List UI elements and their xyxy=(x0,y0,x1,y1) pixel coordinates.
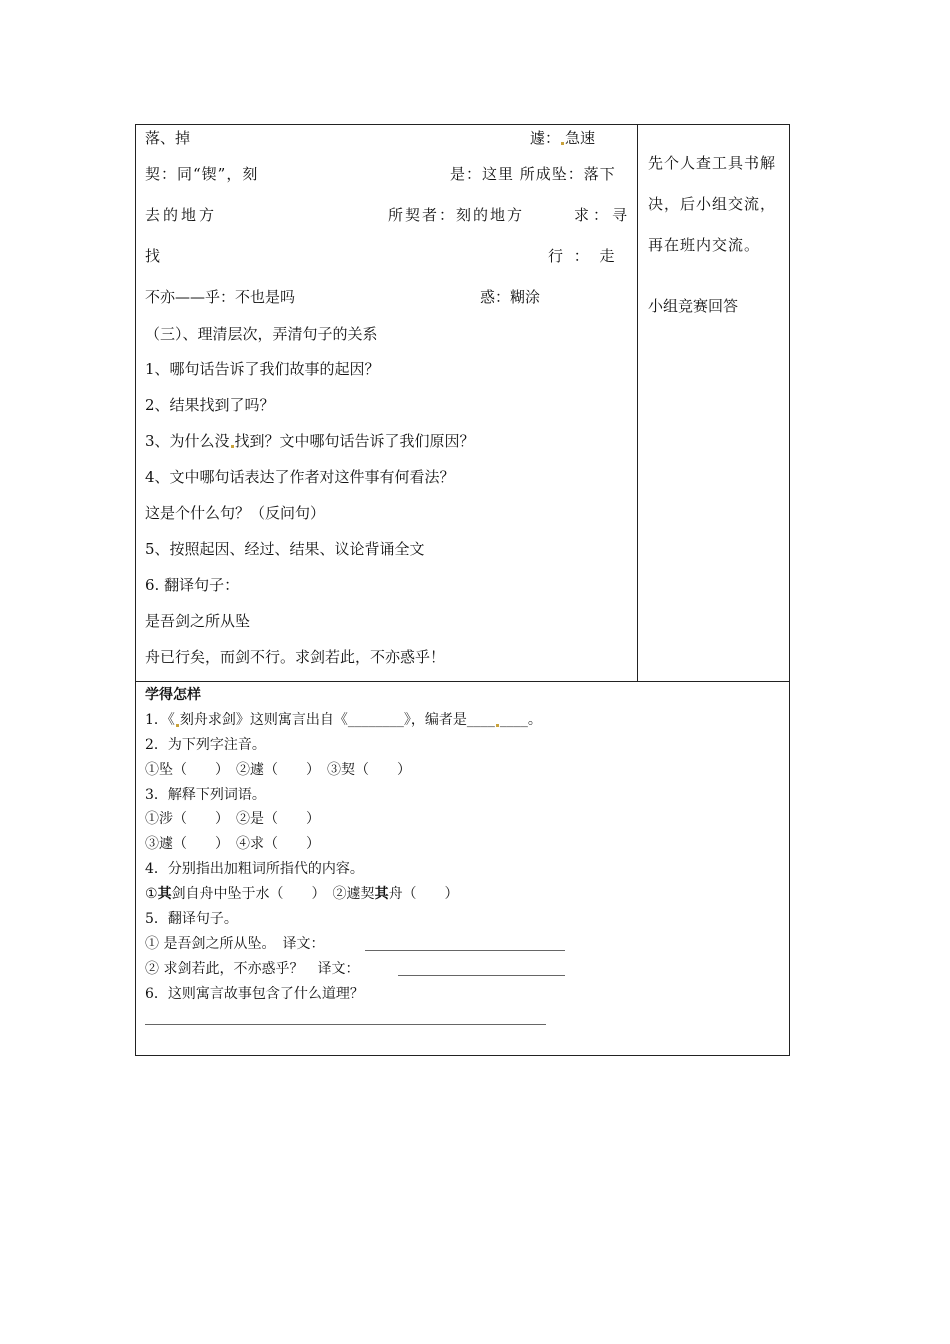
vocab-zhao: 找 xyxy=(145,247,161,265)
emphasis-dot xyxy=(231,445,234,448)
vocab-huo: 惑：糊涂 xyxy=(480,288,541,306)
exercise-3-blanks-a: ①涉（ ） ②是（ ） xyxy=(145,811,320,827)
sentence-2: 舟已行矣，而剑不行。求剑若此，不亦惑乎！ xyxy=(145,648,446,666)
question-1: 1、哪句话告诉了我们故事的起因？ xyxy=(145,360,380,378)
emphasis-dot xyxy=(176,724,179,727)
sentence-1: 是吾剑之所从坠 xyxy=(145,612,251,630)
section-title: （三）、理清层次，弄清句子的关系 xyxy=(145,325,378,343)
question-3: 3、为什么没 找到？文中哪句话告诉了我们原因？ xyxy=(145,432,475,450)
exercise-6: 6．这则寓言故事包含了什么道理？ xyxy=(145,986,364,1002)
vocab-place: 去的地方 xyxy=(145,206,218,224)
side-note-2: 决，后小组交流， xyxy=(648,195,777,213)
exercise-5: 5．翻译句子。 xyxy=(145,911,238,927)
vocab-qiu: 求：寻 xyxy=(574,206,632,224)
question-4: 4、文中哪句话表达了作者对这件事有何看法？ xyxy=(145,468,455,486)
bold-qi: 其 xyxy=(374,886,389,902)
exercise-3-blanks-b: ③遽（ ） ④求（ ） xyxy=(145,836,320,852)
column-divider xyxy=(637,124,638,682)
question-2: 2、结果找到了吗？ xyxy=(145,396,275,414)
exercise-5-item-1: ① 是吾剑之所从坠。 译文： xyxy=(145,936,325,952)
exercise-2-blanks: ①坠（ ） ②遽（ ） ③契（ ） xyxy=(145,762,411,778)
vocab-ju: 遽： 急速 xyxy=(530,129,596,147)
side-note-1: 先个人查工具书解 xyxy=(648,154,777,172)
vocab-qi: 契：同“锲”，刻 xyxy=(145,165,259,183)
exercise-5-item-2: ② 求剑若此，不亦惑乎？ 译文： xyxy=(145,961,360,977)
emphasis-dot xyxy=(561,142,564,145)
row-divider xyxy=(135,681,790,682)
vocab-suoqizhe: 所契者：刻的地方 xyxy=(388,206,525,224)
exercise-4: 4．分别指出加粗词所指代的内容。 xyxy=(145,861,364,877)
vocab-xing: 行 ： 走 xyxy=(548,247,618,265)
answer-line xyxy=(398,975,565,976)
question-5: 5、按照起因、经过、结果、议论背诵全文 xyxy=(145,540,425,558)
exercise-2: 2．为下列字注音。 xyxy=(145,737,266,753)
question-6: 6. 翻译句子： xyxy=(145,576,240,594)
side-note-3: 再在班内交流。 xyxy=(648,236,761,254)
exercise-4-blanks: ①其剑自舟中坠于水（ ） ②遽契其舟（ ） xyxy=(145,886,459,902)
exercise-1: 1．《 刻舟求剑》这则寓言出自《________》，编者是____ ____。 xyxy=(145,712,542,728)
vocab-buyi: 不亦——乎：不也是吗 xyxy=(145,288,296,306)
exercise-3: 3．解释下列词语。 xyxy=(145,787,266,803)
side-note-4: 小组竞赛回答 xyxy=(648,297,739,315)
answer-line xyxy=(365,950,565,951)
question-4-note: 这是个什么句？（反问句） xyxy=(145,504,326,522)
vocab-shi: 是：这里 所成坠：落下 xyxy=(450,165,616,183)
section-heading: 学得怎样 xyxy=(145,687,201,703)
bold-qi: 其 xyxy=(157,886,172,902)
vocab-luo: 落、掉 xyxy=(145,129,191,147)
emphasis-dot xyxy=(496,724,499,727)
answer-line xyxy=(145,1024,546,1025)
